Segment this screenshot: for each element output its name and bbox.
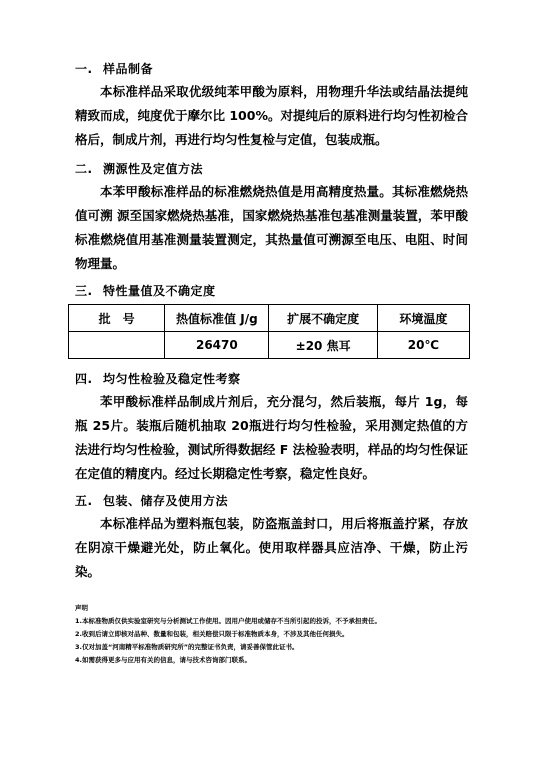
table-header-row <box>69 305 470 332</box>
section-title: 包装、储存及使用方法 <box>103 494 229 508</box>
notes-title: 声明 <box>75 604 88 612</box>
section-body-5: 本标准样品为塑料瓶包装，防盗瓶盖封口，用后将瓶盖拧紧，存放在阴凉干燥避光处，防止氧化。使用取样器具应洁净、干燥，防止污染。 <box>75 516 468 579</box>
section-body-2: 本苯甲酸标准样品的标准燃烧热值是用高精度热量。其标准燃烧热值可溯 源至国家燃烧热基准，国家燃烧热基准包基准测量装置，苯甲酸标准燃烧值用基准测量装置测定，其热量值可溯源至电压、电阻、时间物理量。 <box>75 184 468 271</box>
section-number: 五. <box>75 494 93 508</box>
disclaimer-notes <box>75 602 475 667</box>
section-title: 均匀性检验及稳定性考察 <box>103 372 241 386</box>
cell-uncertainty: ±20 焦耳 <box>269 332 377 359</box>
section-number: 三. <box>75 284 93 298</box>
table-row <box>69 332 470 359</box>
note-item: 2.收到后请立即核对品种、数量和包装，相关赔偿只限于标准物质本身，不涉及其他任何损失。 <box>75 630 349 638</box>
section-title: 溯源性及定值方法 <box>103 162 204 176</box>
section-number: 二. <box>75 162 93 176</box>
section-title: 样品制备 <box>103 62 154 76</box>
section-body-1: 本标准样品采取优级纯苯甲酸为原料，用物理升华法或结晶法提纯精致而成，纯度优于摩尔比 100%。对提纯后的原料进行均匀性初检合格后，制成片剂，再进行均匀性复检与定值，包装成瓶。 <box>75 84 468 147</box>
section-heading-1 <box>75 60 153 77</box>
col-header-temperature: 环境温度 <box>377 305 469 332</box>
spec-table <box>68 304 470 359</box>
col-header-heat-value: 热值标准值 J/g <box>165 305 269 332</box>
section-heading-5 <box>75 492 228 509</box>
cell-batch <box>69 332 165 359</box>
cell-heat-value: 26470 <box>165 332 269 359</box>
section-number: 一. <box>75 62 93 76</box>
note-item: 1.本标准物质仅供实验室研究与分析测试工作使用。因用户使用或储存不当所引起的投诉，不予承担责任。 <box>75 617 381 625</box>
section-heading-4 <box>75 370 241 387</box>
col-header-uncertainty: 扩展不确定度 <box>269 305 377 332</box>
note-item: 4.如需获得更多与应用有关的信息，请与技术咨询部门联系。 <box>75 656 251 664</box>
section-body-4: 苯甲酸标准样品制成片剂后，充分混匀，然后装瓶，每片 1g，每瓶 25片。装瓶后随机抽取 20瓶进行均匀性检验，采用测定热值的方法进行均匀性检验，测试所得数据经 F 法检验表明，样品的均匀性保证在定值的精度内。经过长期稳定性考察，稳定性良好。 <box>75 394 468 481</box>
section-number: 四. <box>75 372 93 386</box>
section-heading-2 <box>75 160 203 177</box>
section-heading-3 <box>75 282 216 299</box>
section-title: 特性量值及不确定度 <box>103 284 216 298</box>
note-item: 3.仅对加盖“河南精平标准物质研究所”的完整证书负责，请妥善保管此证书。 <box>75 643 299 651</box>
col-header-batch: 批 号 <box>69 305 165 332</box>
cell-temperature: 20℃ <box>377 332 469 359</box>
